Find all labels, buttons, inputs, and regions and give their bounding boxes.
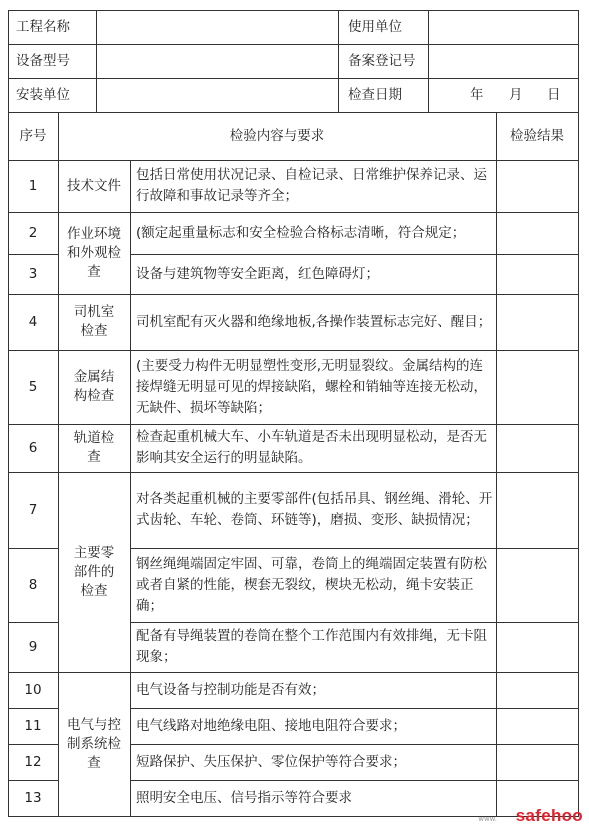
install-unit-label: 安装单位 [16, 87, 70, 103]
rule [8, 44, 578, 45]
item-number: 13 [24, 789, 42, 806]
category-track: 轨道检查 [73, 430, 115, 465]
item-requirement: 对各类起重机械的主要零部件(包括吊具、钢丝绳、滑轮、开式齿轮、车轮、卷筒、环链等)，磨损、变形、缺损情况； [136, 491, 493, 528]
item-requirement: (主要受力构件无明显塑性变形,无明显裂纹。金属结构的连接焊缝无明显可见的焊接缺陷，螺栓和销轴等连接无松动，无缺件、损坏等缺陷； [136, 357, 487, 416]
rule [428, 10, 429, 112]
item-number: 4 [28, 313, 38, 330]
project-name-label: 工程名称 [16, 19, 70, 35]
item-requirement: 配备有导绳装置的卷筒在整个工作范围内有效排绳，无卡阻现象； [136, 628, 487, 665]
item-requirement: 电气设备与控制功能是否有效； [136, 681, 325, 698]
watermark-prefix: www. [478, 815, 497, 823]
item-number: 12 [24, 753, 42, 770]
rule [130, 160, 131, 817]
check-date-label: 检查日期 [348, 87, 402, 103]
item-number: 2 [28, 224, 38, 241]
rule [58, 112, 59, 817]
rule [578, 10, 579, 817]
rule [338, 10, 339, 112]
item-number: 11 [24, 717, 42, 734]
date-day: 日 [547, 87, 561, 103]
item-requirement: 检查起重机械大车、小车轨道是否未出现明显松动，是否无影响其安全运行的明显缺陷。 [136, 429, 487, 466]
category-electrical-control: 电气与控制系统检查 [67, 716, 121, 771]
user-unit-label: 使用单位 [348, 19, 402, 35]
category-metal-structure: 金属结构检查 [73, 369, 115, 404]
equipment-model-label: 设备型号 [16, 53, 70, 69]
record-number-label: 备案登记号 [348, 53, 416, 69]
item-number: 10 [24, 681, 42, 698]
column-header-content: 检验内容与要求 [229, 127, 325, 144]
date-year: 年 [470, 87, 484, 103]
item-requirement: 司机室配有灭火器和绝缘地板,各操作装置标志完好、醒目； [136, 313, 492, 330]
category-main-components: 主要零部件的检查 [73, 544, 115, 599]
item-number: 6 [28, 439, 38, 456]
rule [8, 10, 578, 11]
item-number: 8 [28, 576, 38, 593]
column-header-result: 检验结果 [510, 127, 564, 144]
category-driver-cab: 司机室检查 [73, 304, 115, 339]
item-requirement: (额定起重量标志和安全检验合格标志清晰，符合规定； [136, 224, 466, 241]
category-environment-appearance: 作业环境和外观检查 [67, 225, 121, 280]
watermark-logo: safehoo [515, 806, 583, 825]
date-month: 月 [509, 87, 523, 103]
category-technical-documents: 技术文件 [67, 177, 121, 194]
item-requirement: 电气线路对地绝缘电阻、接地电阻符合要求； [136, 717, 406, 734]
item-requirement: 钢丝绳绳端固定牢固、可靠，卷筒上的绳端固定装置有防松或者自紧的性能，楔套无裂纹，楔块无松动，绳卡安装正确； [136, 555, 487, 614]
item-requirement: 照明安全电压、信号指示等符合要求 [136, 789, 352, 806]
rule [8, 78, 578, 79]
item-requirement: 设备与建筑物等安全距离，红色障碍灯； [136, 265, 379, 282]
item-number: 1 [28, 177, 38, 194]
item-number: 7 [28, 501, 38, 518]
item-requirement: 短路保护、失压保护、零位保护等符合要求； [136, 753, 406, 770]
item-number: 5 [28, 378, 38, 395]
column-header-no: 序号 [19, 127, 47, 144]
rule [496, 112, 497, 817]
item-number: 3 [28, 265, 38, 282]
rule [96, 10, 97, 112]
item-number: 9 [28, 638, 38, 655]
item-requirement: 包括日常使用状况记录、自检记录、日常维护保养记录、运行故障和事故记录等齐全； [136, 167, 487, 204]
